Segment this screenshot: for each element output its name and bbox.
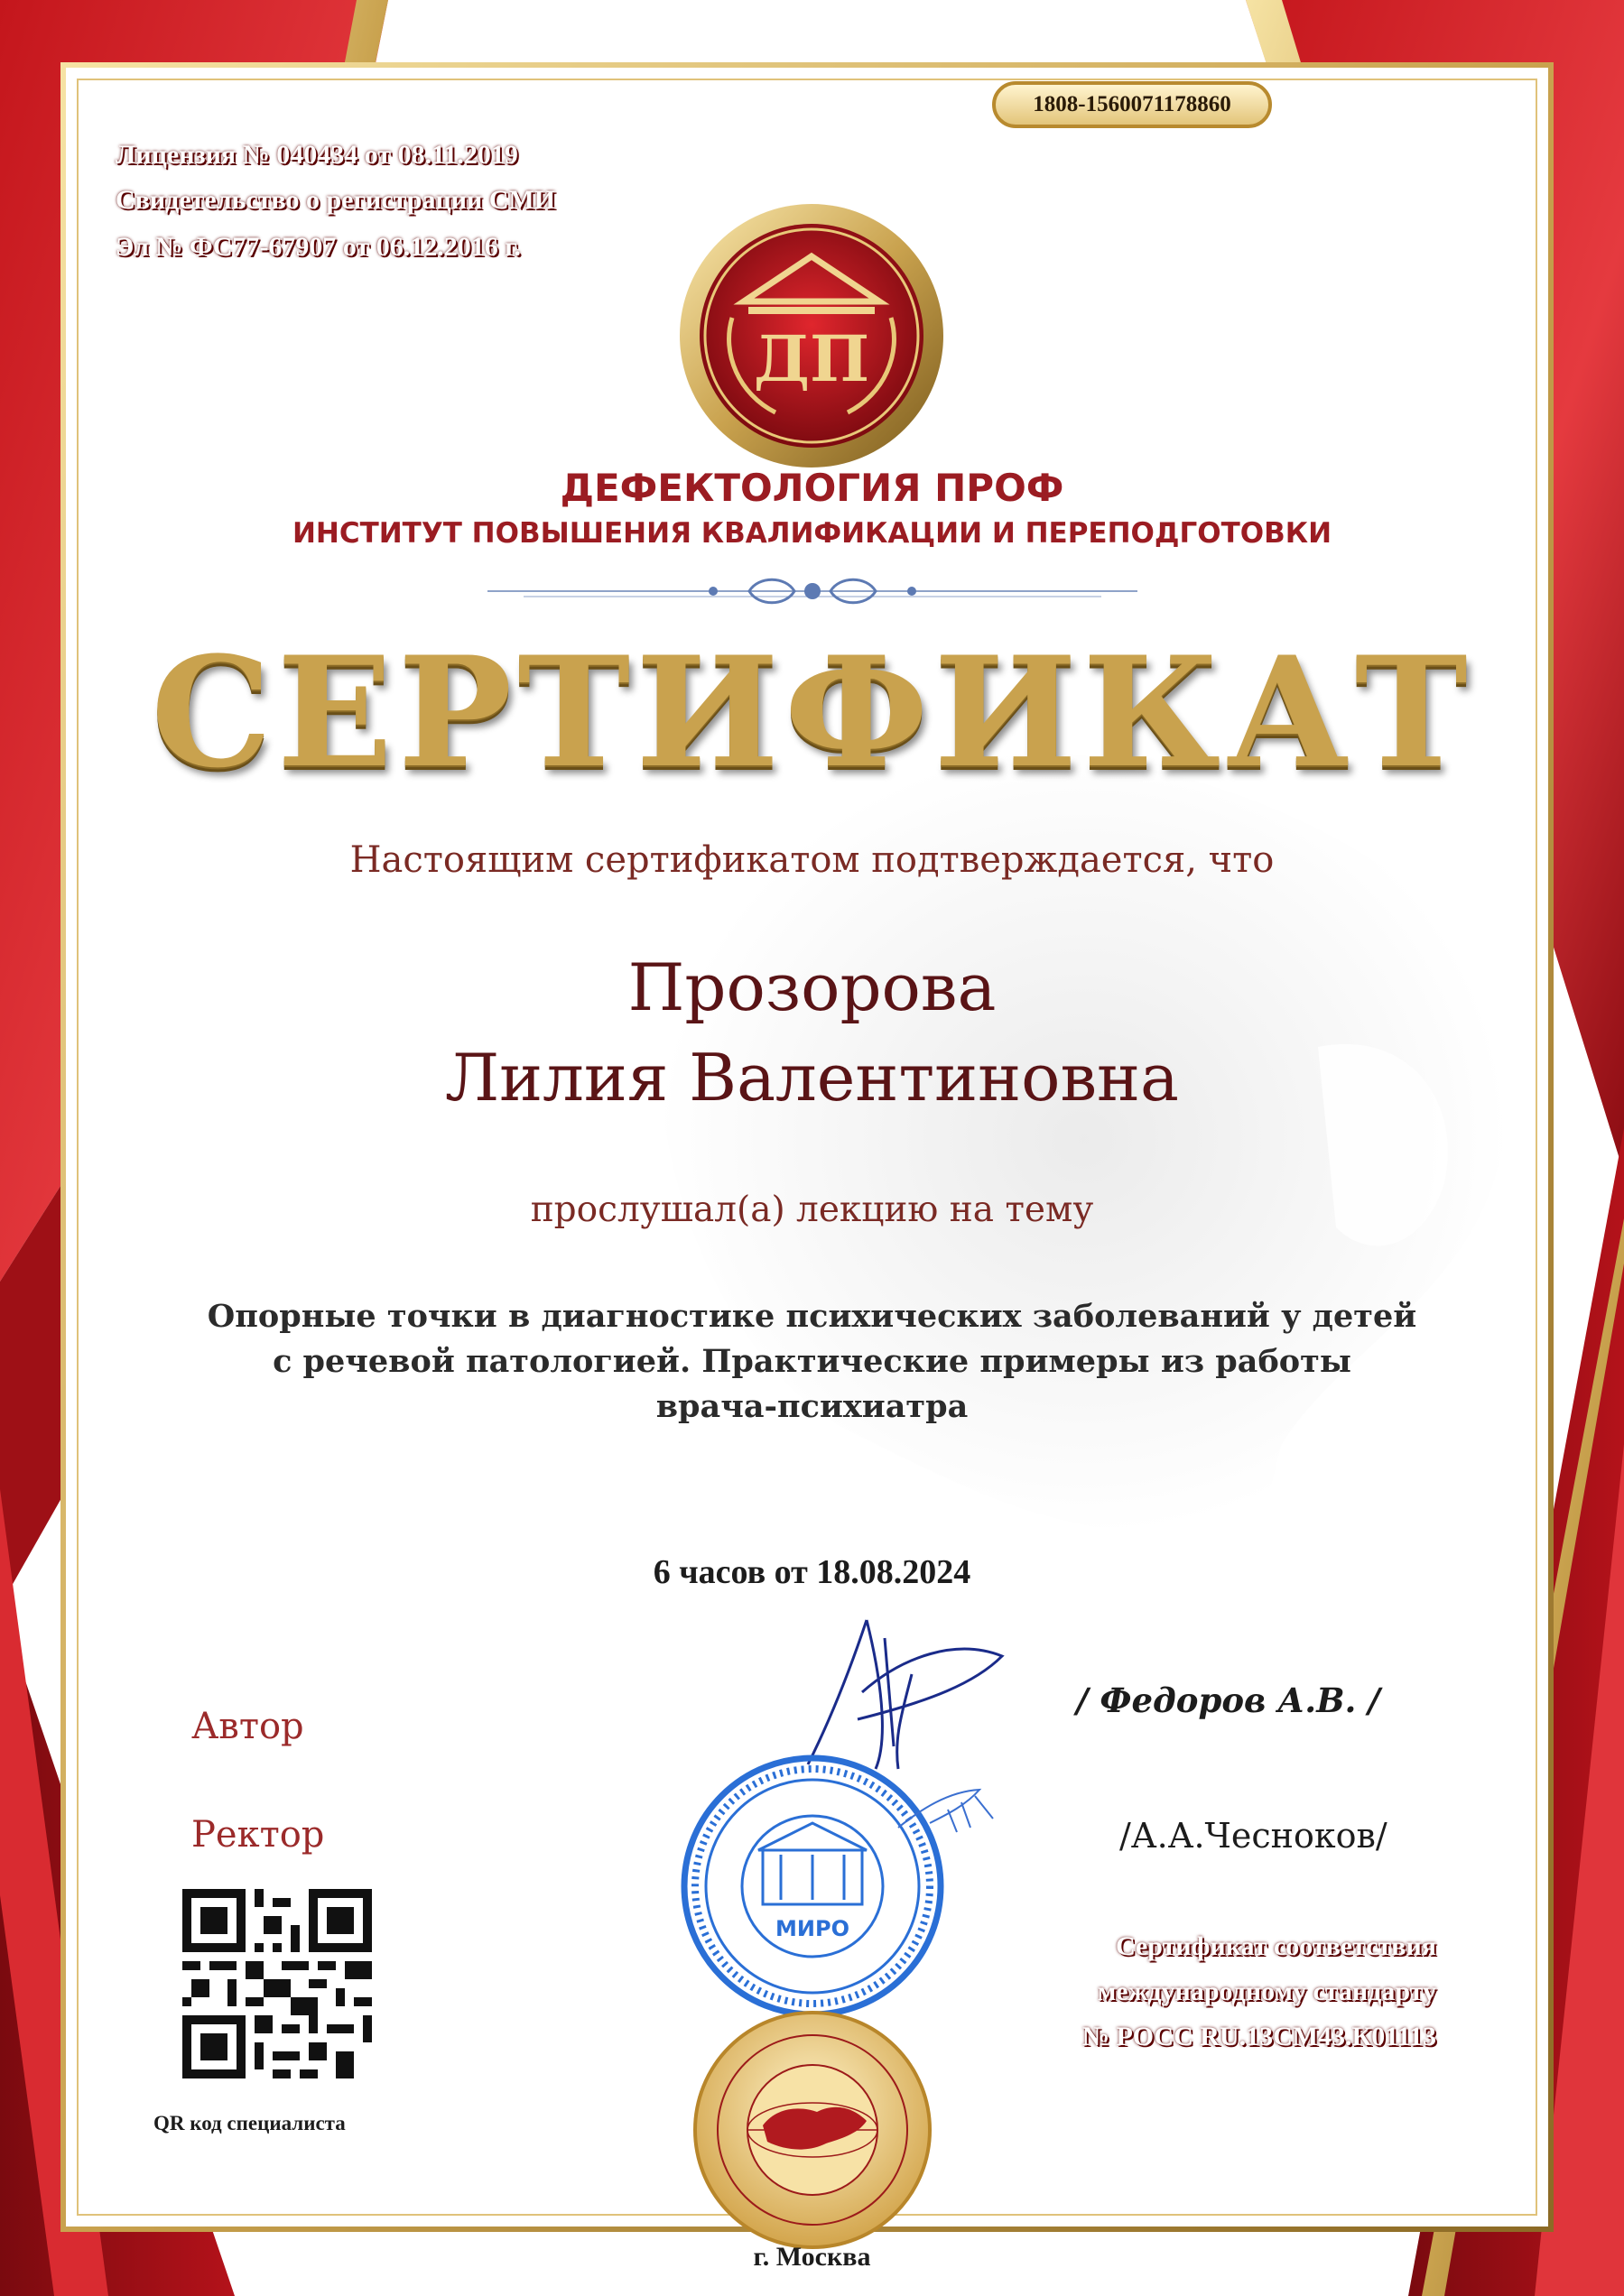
organization-subtitle: ИНСТИТУТ ПОВЫШЕНИЯ КВАЛИФИКАЦИИ И ПЕРЕПОДГОТОВКИ — [292, 517, 1332, 550]
serial-number-badge: 1808-1560071178860 — [992, 81, 1272, 128]
specialist-qr-code — [182, 1889, 372, 2078]
conformity-number: № РОСС RU.13СМ43.К01113 — [1081, 2022, 1436, 2051]
listened-text: прослушал(а) лекцию на тему — [530, 1190, 1094, 1230]
lecture-topic-line: Опорные точки в диагностике психических заболеваний у детей — [207, 1298, 1417, 1335]
lecture-topic — [0, 1294, 1624, 1430]
author-signature — [794, 1602, 1020, 1773]
confirmation-text: Настоящим сертификатом подтверждается, что — [349, 839, 1275, 881]
rector-label: Ректор — [191, 1814, 325, 1856]
certificate-title: СЕРТИФИКАТ — [151, 623, 1473, 801]
ornament-divider — [487, 569, 1137, 614]
media-registration-line: Свидетельство о регистрации СМИ — [116, 185, 556, 215]
rector-signature — [894, 1782, 1002, 1837]
license-line: Лицензия № 040434 от 08.11.2019 — [116, 140, 518, 170]
institute-logo-emblem — [676, 200, 947, 471]
media-registration-number: Эл № ФС77-67907 от 06.12.2016 г. — [116, 232, 521, 262]
organization-name: ДЕФЕКТОЛОГИЯ ПРОФ — [560, 466, 1064, 510]
recipient-given-names: Лилия Валентиновна — [445, 1040, 1179, 1116]
qr-code-label: QR код специалиста — [153, 2112, 346, 2134]
logo-letters: ДП — [753, 321, 870, 396]
lecture-topic-line: с речевой патологией. Практические примеры из работы — [273, 1343, 1351, 1380]
conformity-line: Сертификат соответствия — [1115, 1931, 1436, 1961]
lecture-topic-line: врача-психиатра — [655, 1388, 969, 1425]
city-label: г. Москва — [753, 2242, 871, 2272]
author-label: Автор — [191, 1706, 304, 1747]
certification-seal — [691, 2008, 934, 2252]
hours-and-date: 6 часов от 18.08.2024 — [653, 1553, 971, 1591]
author-name: / Федоров А.В. / — [1076, 1680, 1380, 1720]
stamp-text: МИРО — [775, 1916, 849, 1941]
recipient-surname: Прозорова — [627, 949, 997, 1025]
conformity-line: международному стандарту — [1097, 1977, 1436, 2006]
rector-name: /А.А.Чесноков/ — [1119, 1816, 1387, 1856]
